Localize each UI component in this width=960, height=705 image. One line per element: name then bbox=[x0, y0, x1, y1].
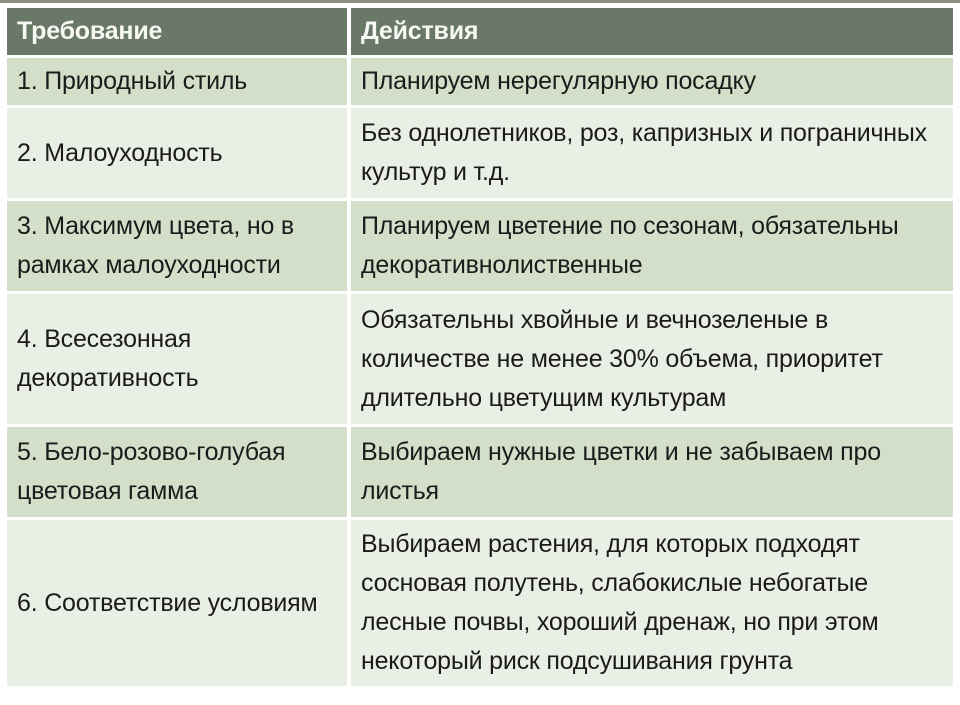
row-5-requirement: 5. Бело-розово-голубая цветовая гамма bbox=[7, 427, 347, 517]
row-6-action: Выбираем растения, для которых подходят сосновая полутень, слабокислые небогатые лесные почвы, хороший дренаж, но при этом некоторый риск подсушивания грунта bbox=[351, 520, 953, 686]
row-5-action: Выбираем нужные цветки и не забываем про листья bbox=[351, 427, 953, 517]
row-2-requirement: 2. Малоуходность bbox=[7, 108, 347, 198]
row-4-requirement: 4. Всесезонная декоративность bbox=[7, 294, 347, 424]
row-3-requirement: 3. Максимум цвета, но в рамках малоуходности bbox=[7, 201, 347, 291]
requirements-actions-table bbox=[7, 8, 953, 686]
column-header-actions: Действия bbox=[351, 8, 953, 55]
row-3-action: Планируем цветение по сезонам, обязательны декоративнолиственные bbox=[351, 201, 953, 291]
row-2-action: Без однолетников, роз, капризных и пограничных культур и т.д. bbox=[351, 108, 953, 198]
column-header-requirement: Требование bbox=[7, 8, 347, 55]
row-4-action: Обязательны хвойные и вечнозеленые в количестве не менее 30% объема, приоритет длительно цветущим культурам bbox=[351, 294, 953, 424]
top-edge-strip bbox=[0, 0, 960, 3]
row-1-requirement: 1. Природный стиль bbox=[7, 58, 347, 105]
row-1-action: Планируем нерегулярную посадку bbox=[351, 58, 953, 105]
row-6-requirement: 6. Соответствие условиям bbox=[7, 520, 347, 686]
